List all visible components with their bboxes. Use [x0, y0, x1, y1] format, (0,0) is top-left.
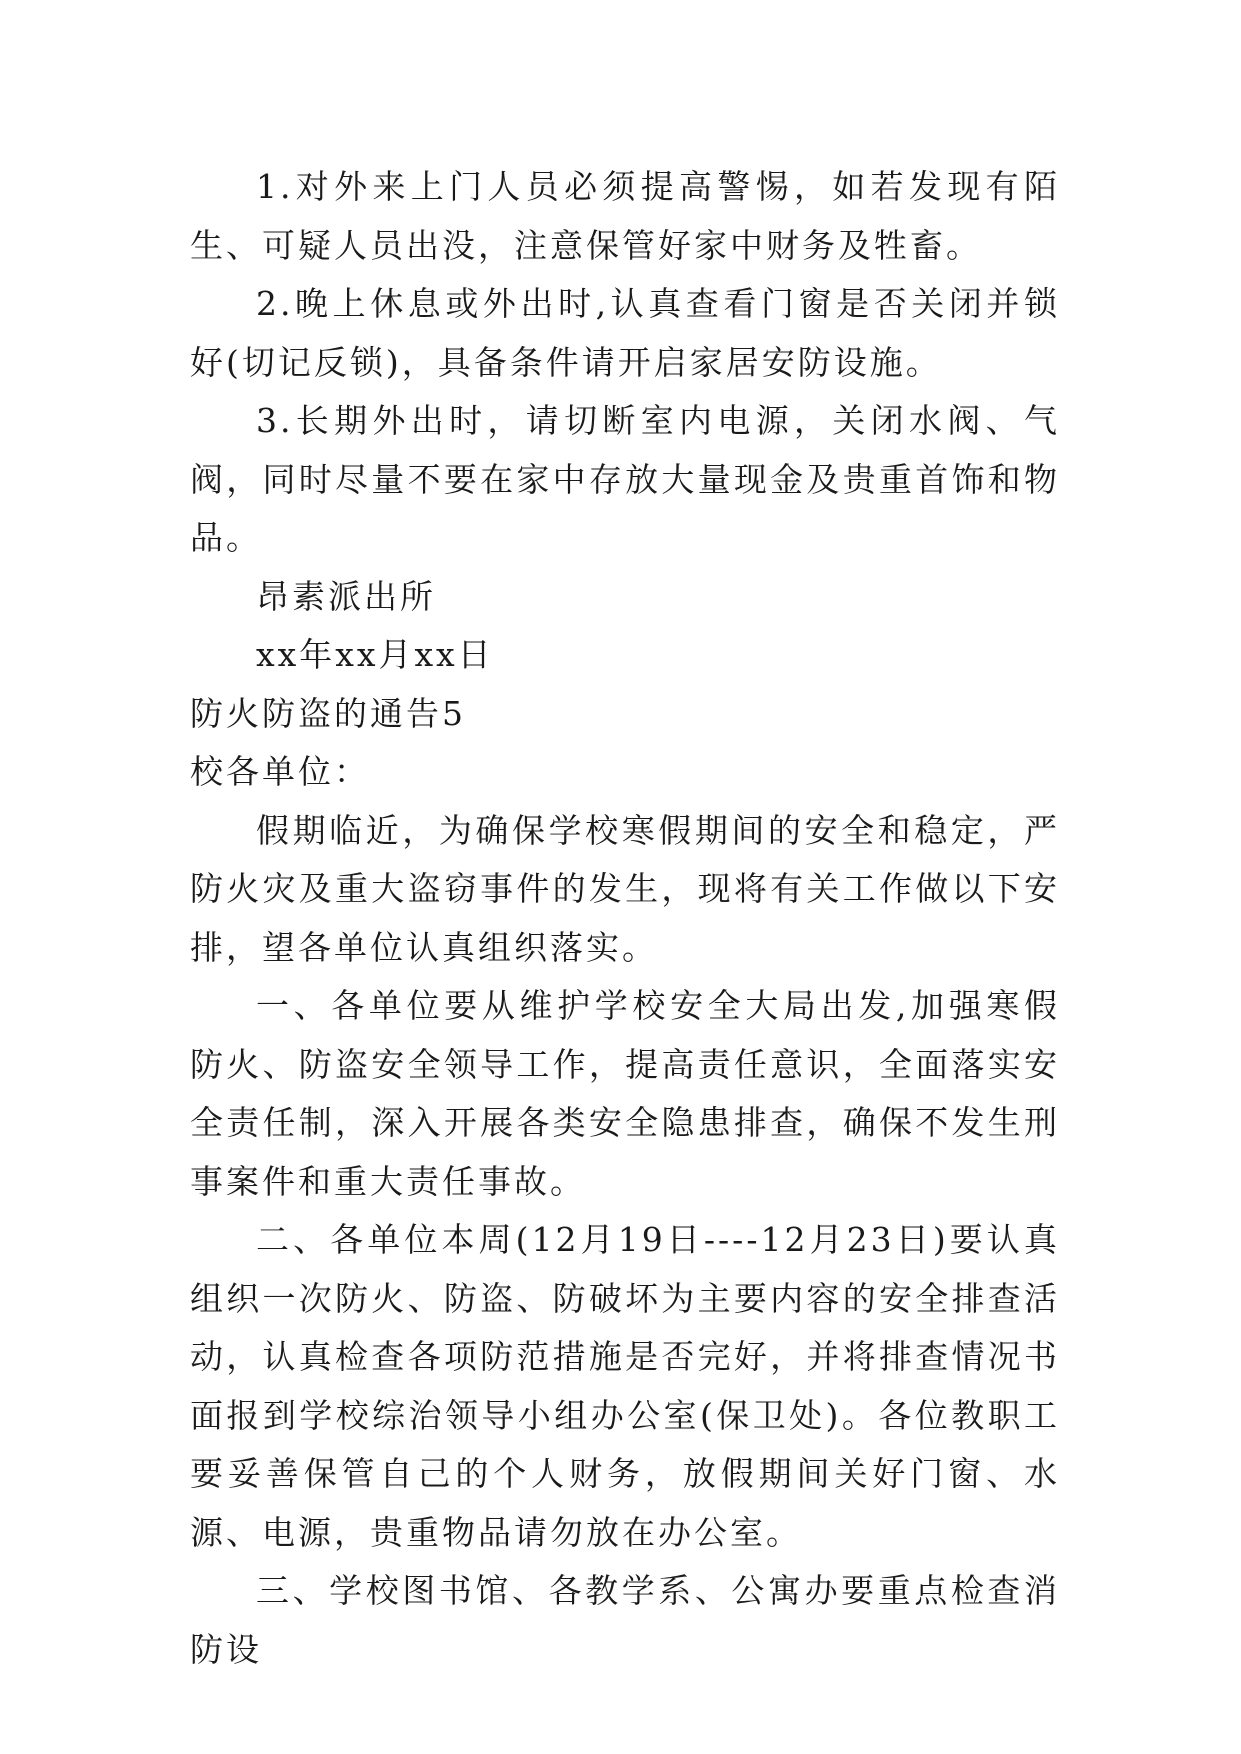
notice-item-1: 1.对外来上门人员必须提高警惕，如若发现有陌生、可疑人员出没，注意保管好家中财务及牲畜。 [190, 167, 1060, 265]
point-one-paragraph: 一、各单位要从维护学校安全大局出发,加强寒假防火、防盗安全领导工作，提高责任意识，全面落实安全责任制，深入开展各类安全隐患排查，确保不发生刑事案件和重大责任事故。 [190, 986, 1060, 1201]
salutation: 校各单位： [190, 752, 370, 791]
intro-paragraph: 假期临近，为确保学校寒假期间的安全和稳定，严防火灾及重大盗窃事件的发生，现将有关工作做以下安排，望各单位认真组织落实。 [190, 810, 1060, 967]
document-body [190, 158, 1060, 1679]
point-three-paragraph: 三、学校图书馆、各教学系、公寓办要重点检查消防设 [190, 1571, 1060, 1669]
point-two-paragraph: 二、各单位本周(12月19日----12月23日)要认真组织一次防火、防盗、防破坏为主要内容的安全排查活动，认真检查各项防范措施是否完好，并将排查情况书面报到学校综治领导小组办公室(保卫处)。各位教职工要妥善保管自己的个人财务，放假期间关好门窗、水源、电源，贵重物品请勿放在办公室。 [190, 1220, 1060, 1552]
issue-date: xx年xx月xx日 [256, 635, 494, 674]
section-heading: 防火防盗的通告5 [190, 693, 466, 733]
issuer-signature: 昂素派出所 [256, 576, 436, 616]
notice-item-3: 3.长期外出时，请切断室内电源，关闭水阀、气阀，同时尽量不要在家中存放大量现金及贵重首饰和物品。 [190, 401, 1060, 557]
notice-item-2: 2.晚上休息或外出时,认真查看门窗是否关闭并锁好(切记反锁)，具备条件请开启家居安防设施。 [190, 284, 1060, 382]
